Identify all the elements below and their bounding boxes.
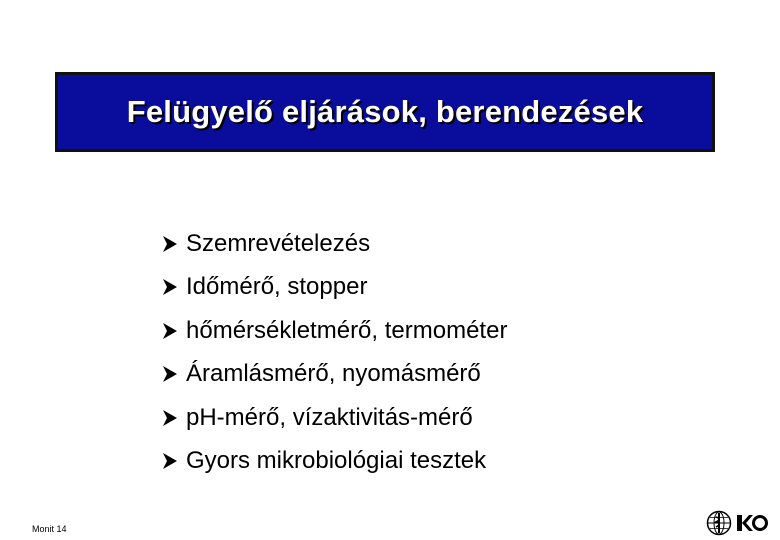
bullet-text: Áramlásmérő, nyomásmérő [186,360,481,388]
bullet-text: Időmérő, stopper [186,273,368,301]
bullet-text: hőmérsékletmérő, termométer [186,316,508,344]
arrow-bullet-icon [160,451,180,471]
list-item [160,353,507,397]
list-item [160,440,507,484]
arrow-bullet-icon [160,408,180,428]
slide-title: Felügyelő eljárások, berendezések [126,94,644,129]
arrow-bullet-icon [160,364,180,384]
slide-footer: Monit 14 [32,524,67,534]
list-item [160,309,507,353]
who-logo-icon [706,510,732,536]
list-item [160,396,507,440]
list-item [160,266,507,310]
logo-group [706,510,768,536]
arrow-bullet-icon [160,234,180,254]
bullet-list [160,222,507,483]
title-banner [55,72,715,152]
bullet-text: pH-mérő, vízaktivitás-mérő [186,403,473,431]
list-item [160,222,507,266]
arrow-bullet-icon [160,321,180,341]
fao-logo-icon [736,512,768,534]
bullet-text: Szemrevételezés [186,229,371,257]
bullet-text: Gyors mikrobiológiai tesztek [186,447,487,475]
arrow-bullet-icon [160,277,180,297]
